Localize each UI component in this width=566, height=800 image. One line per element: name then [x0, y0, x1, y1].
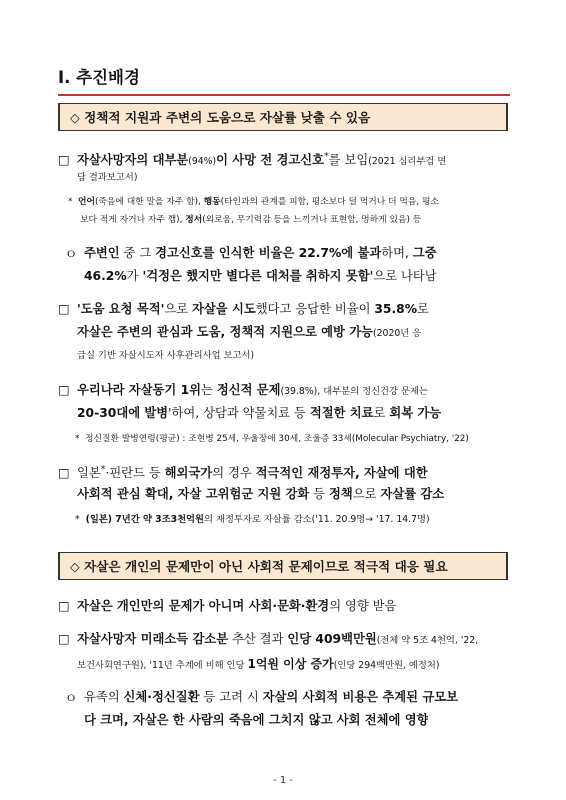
subsection-box-1: ◇ 정책적 지원과 주변의 도움으로 자살률 낮출 수 있음 [58, 103, 508, 131]
bullet-5-line-1: □ 자살은 개인만의 문제가 아니며 사회·문화·환경의 영향 받음 [58, 599, 397, 613]
bullet-3-line-2: 20-30대에 발병'하여, 상담과 약물치료 등 적절한 치료로 회복 가능 [77, 406, 442, 420]
bullet-4-line-1: □ 일본*·핀란드 등 해외국가의 경우 적극적인 재정투자, 자살에 대한 [58, 464, 428, 481]
square-bullet-icon: □ [58, 466, 70, 481]
section-title: Ⅰ. 추진배경 [58, 66, 510, 96]
asterisk-note-icon: * [68, 197, 73, 207]
circle-bullet-icon: ｏ [65, 246, 78, 260]
bullet-1-note-line-1: * 언어(죽음에 대한 말을 자주 함), 행동(타인과의 관계를 피함, 평소보다 덜 먹거나 더 먹음, 평소 [68, 197, 439, 207]
circle-bullet-icon: ｏ [65, 690, 78, 704]
circle-item-1-line-1: ｏ 주변인 중 그 경고신호를 인식한 비율은 22.7%에 불과하며, 그중 [65, 246, 437, 260]
square-bullet-icon: □ [58, 599, 70, 613]
bullet-3-note: * 정신질환 발병연령(평균) : 조현병 25세, 우울장애 30세, 조울증 33세(Molecular Psychiatry, '22) [75, 434, 469, 444]
bullet-1-note-line-2: 보다 적게 자거나 자주 깸), 정서(외로움, 무기력감 등을 느끼거나 표현함, 멍하게 있음) 등 [80, 215, 422, 225]
square-bullet-icon: □ [58, 153, 70, 168]
bullet-3-line-1: □ 우리나라 자살동기 1위는 정신적 문제(39.8%), 대부분의 정신건강 문제는 [58, 383, 428, 397]
circle-item-2-line-1: ｏ 유족의 신체·정신질환 등 고려 시 자살의 사회적 비용은 추계된 규모보 [65, 690, 458, 704]
subsection-box-2: ◇ 자살은 개인의 문제만이 아닌 사회적 문제이므로 적극적 대응 필요 [58, 552, 508, 580]
asterisk-note-icon: * [75, 434, 80, 444]
circle-item-2-line-2: 다 크며, 자살은 한 사람의 죽음에 그치지 않고 사회 전체에 영향 [84, 713, 429, 727]
bullet-2-line-3: 급실 기반 자살시도자 사후관리사업 보고서) [77, 350, 255, 361]
circle-item-1-line-2: 46.2%가 '걱정은 했지만 별다른 대처를 취하지 못함'으로 나타남 [84, 269, 437, 283]
square-bullet-icon: □ [58, 302, 70, 316]
asterisk-note-icon: * [75, 514, 80, 525]
bullet-2-line-1: □ '도움 요청 목적'으로 자살을 시도했다고 응답한 비율이 35.8%로 [58, 302, 429, 316]
bullet-2-line-2: 자살은 주변의 관심과 도움, 정책적 지원으로 예방 가능(2020년 응 [77, 325, 422, 339]
bullet-6-line-2: 보건사회연구원), '11년 추계에 비해 인당 1억원 이상 증가(인당 294백만원, 예정처) [77, 657, 440, 671]
bullet-4-line-2: 사회적 관심 확대, 자살 고위험군 지원 강화 등 정책으로 자살률 감소 [77, 487, 445, 501]
square-bullet-icon: □ [58, 383, 70, 397]
bullet-1-line-1: □ 자살사망자의 대부분(94%)이 사망 전 경고신호*를 보임(2021 심리부검 면 [58, 151, 447, 168]
bullet-1-line-2: 담 결과보고서) [77, 172, 138, 183]
bullet-4-note: * (일본) 7년간 약 3조3천억원의 재정투자로 자살률 감소('11. 20.9명→ '17. 14.7명) [75, 514, 430, 525]
page-number: - 1 - [273, 775, 293, 786]
bullet-6-line-1: □ 자살사망자 미래소득 감소분 추산 결과 인당 409백만원(전체 약 5조 4천억, '22, [58, 632, 479, 646]
square-bullet-icon: □ [58, 632, 70, 646]
